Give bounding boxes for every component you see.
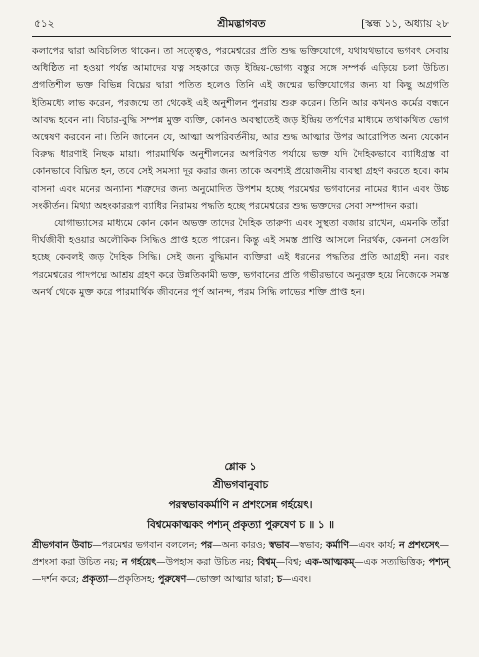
verse-line-2: বিশ্বমেকাত্মকং পশ্যন্ প্রকৃত্যা পুরুষেণ চ ॥ ১ ॥ xyxy=(147,519,334,531)
synonym-entry: কর্মাণি—এবং কার্য; xyxy=(326,540,399,551)
purport-paragraph-2: যোগাভ্যাসের মাধ্যমে কোন কোন অভক্ত তাদের দৈহিক তারুণ্য এবং সুস্থতা বজায় রাখেন, এমনকি তাঁরা দীর্ঘজীবী হওয়ার অলৌকিক সিদ্ধিও প্রাপ্ত হতে পারেন। কিন্তু এই সমস্ত প্রাপ্তি আসলে নিরর্থক, কেননা সেগুলি হচ্ছে কেবলই জড় দৈহিক সিদ্ধি। সেই জন্য বুদ্ধিমান ব্যক্তিরা এই ধরনের পদ্ধতির প্রতি আগ্রহী নন। বরং পরমেশ্বরের পাদপদ্মে আশ্রয় গ্রহণ করে উন্নতিকামী ভক্ত, ভগবানের প্রতি গভীরভাবে অনুরক্ত হয়ে নিজেকে সমস্ত অনর্থ থেকে মুক্ত করে পারমার্থিক জীবনের পূর্ণ আনন্দ, পরম সিদ্ধি লাভের শক্তি প্রাপ্ত হন। xyxy=(32,218,449,298)
chapter-reference: [স্কন্ধ ১১, অধ্যায় ২৮ xyxy=(361,18,449,30)
book-title: শ্রীমদ্ভাগবত xyxy=(217,18,266,30)
synonym-entry: স্বভাব—স্বভাব; xyxy=(268,540,327,551)
verse-block xyxy=(32,458,449,535)
synonym-entry: ন গর্হয়েৎ—উপহাস করা উচিত নয়; xyxy=(121,557,258,568)
verse-line-1: পরস্বভাবকর্মাণি ন প্রশংসেন্ন গর্হয়েৎ। xyxy=(168,499,313,511)
synonym-entry: ন প্রশংসেৎ—প্রশংসা করা উচিত নয়; xyxy=(32,540,449,568)
synonym-entry: প্রকৃত্যা—প্রকৃতিসহ; xyxy=(82,574,158,585)
synonym-entry: পর—অন্য কারও; xyxy=(200,540,269,551)
synonym-entry: বিশ্বম্—বিশ্ব; xyxy=(257,557,305,568)
synonym-entry: পশ্যন্—দর্শন করে; xyxy=(32,557,450,585)
header-rule xyxy=(32,36,451,37)
verse-speaker: শ্রীভগবানুবাচ xyxy=(212,479,269,491)
purport-text xyxy=(32,43,449,301)
synonym-entry: এক-আত্মকম্—এক সত্যভিত্তিক; xyxy=(304,557,429,568)
synonym-entry: শ্রীভগবান উবাচ—পরমেশ্বর ভগবান বললেন; xyxy=(32,540,201,551)
verse-label: শ্লোক ১ xyxy=(224,461,257,473)
purport-paragraph-1: কলাপের দ্বারা অবিচলিত থাকেন। তা সত্ত্বেও, পরমেশ্বরের প্রতি শুদ্ধ ভক্তিযোগে, যথাযথভাবে ভগবৎ সেবায় অধিষ্ঠিত না হওয়া পর্যন্ত আমাদের যত্ন সহকারে জড় ইন্দ্রিয়-ভোগ্য বস্তুর সঙ্গে সম্পর্ক এড়িয়ে চলা উচিত। প্রগতিশীল ভক্ত বিভিন্ন বিঘ্নের দ্বারা পতিত হলেও তিনি এই জন্মের ভক্তিযোগের জন্য যা কিছু অগ্রগতি ইতিমধ্যে লাভ করেন, পরজন্মে তা থেকেই এই অনুশীলন পুনরায় শুরু করেন। তিনি আর কখনও কর্মের বন্ধনে আবদ্ধ হবেন না। বিচার-বুদ্ধি সম্পন্ন মুক্ত ব্যক্তি, কোনও অবস্থাতেই জড় ইন্দ্রিয় তর্পণের মাধ্যমে তথাকথিত ভোগ অন্বেষণ করবেন না। তিনি জানেন যে, আত্মা অপরিবর্তনীয়, আর শুদ্ধ আত্মার উপর আরোপিত অন্য যেকোন বিরুদ্ধ ধারণাই নিছক মায়া। পারমার্থিক অনুশীলনের অপরিণত পর্যায়ে ভক্ত যদি দৈহিকভাবে ব্যাধিগ্রস্ত বা কোনভাবে বিঘ্নিত হন, তবে সেই সমস্যা দূর করার জন্য তাকে অবশ্যই প্রয়োজনীয় ব্যবস্থা গ্রহণ করতে হবে। কাম বাসনা এবং মনের অন্যান্য শত্রুদের জন্য অনুমোদিত উপশম হচ্ছে পরমেশ্বর ভগবানের নামের ধ্যান এবং উচ্চ সংকীর্তন। মিথ্যা অহংকাররূপ ব্যাধির নিরাময় পদ্ধতি হচ্ছে পরমেশ্বরের শুদ্ধ ভক্তদের সেবা সম্পাদন করা। xyxy=(32,46,449,212)
word-for-word-synonyms xyxy=(32,537,449,588)
running-header xyxy=(34,16,449,32)
synonym-entry: চ—এবং। xyxy=(276,574,312,585)
page-number: ৫১২ xyxy=(34,18,55,30)
synonym-entry: পুরুষেণ—ভোক্তা আত্মার দ্বারা; xyxy=(157,574,277,585)
